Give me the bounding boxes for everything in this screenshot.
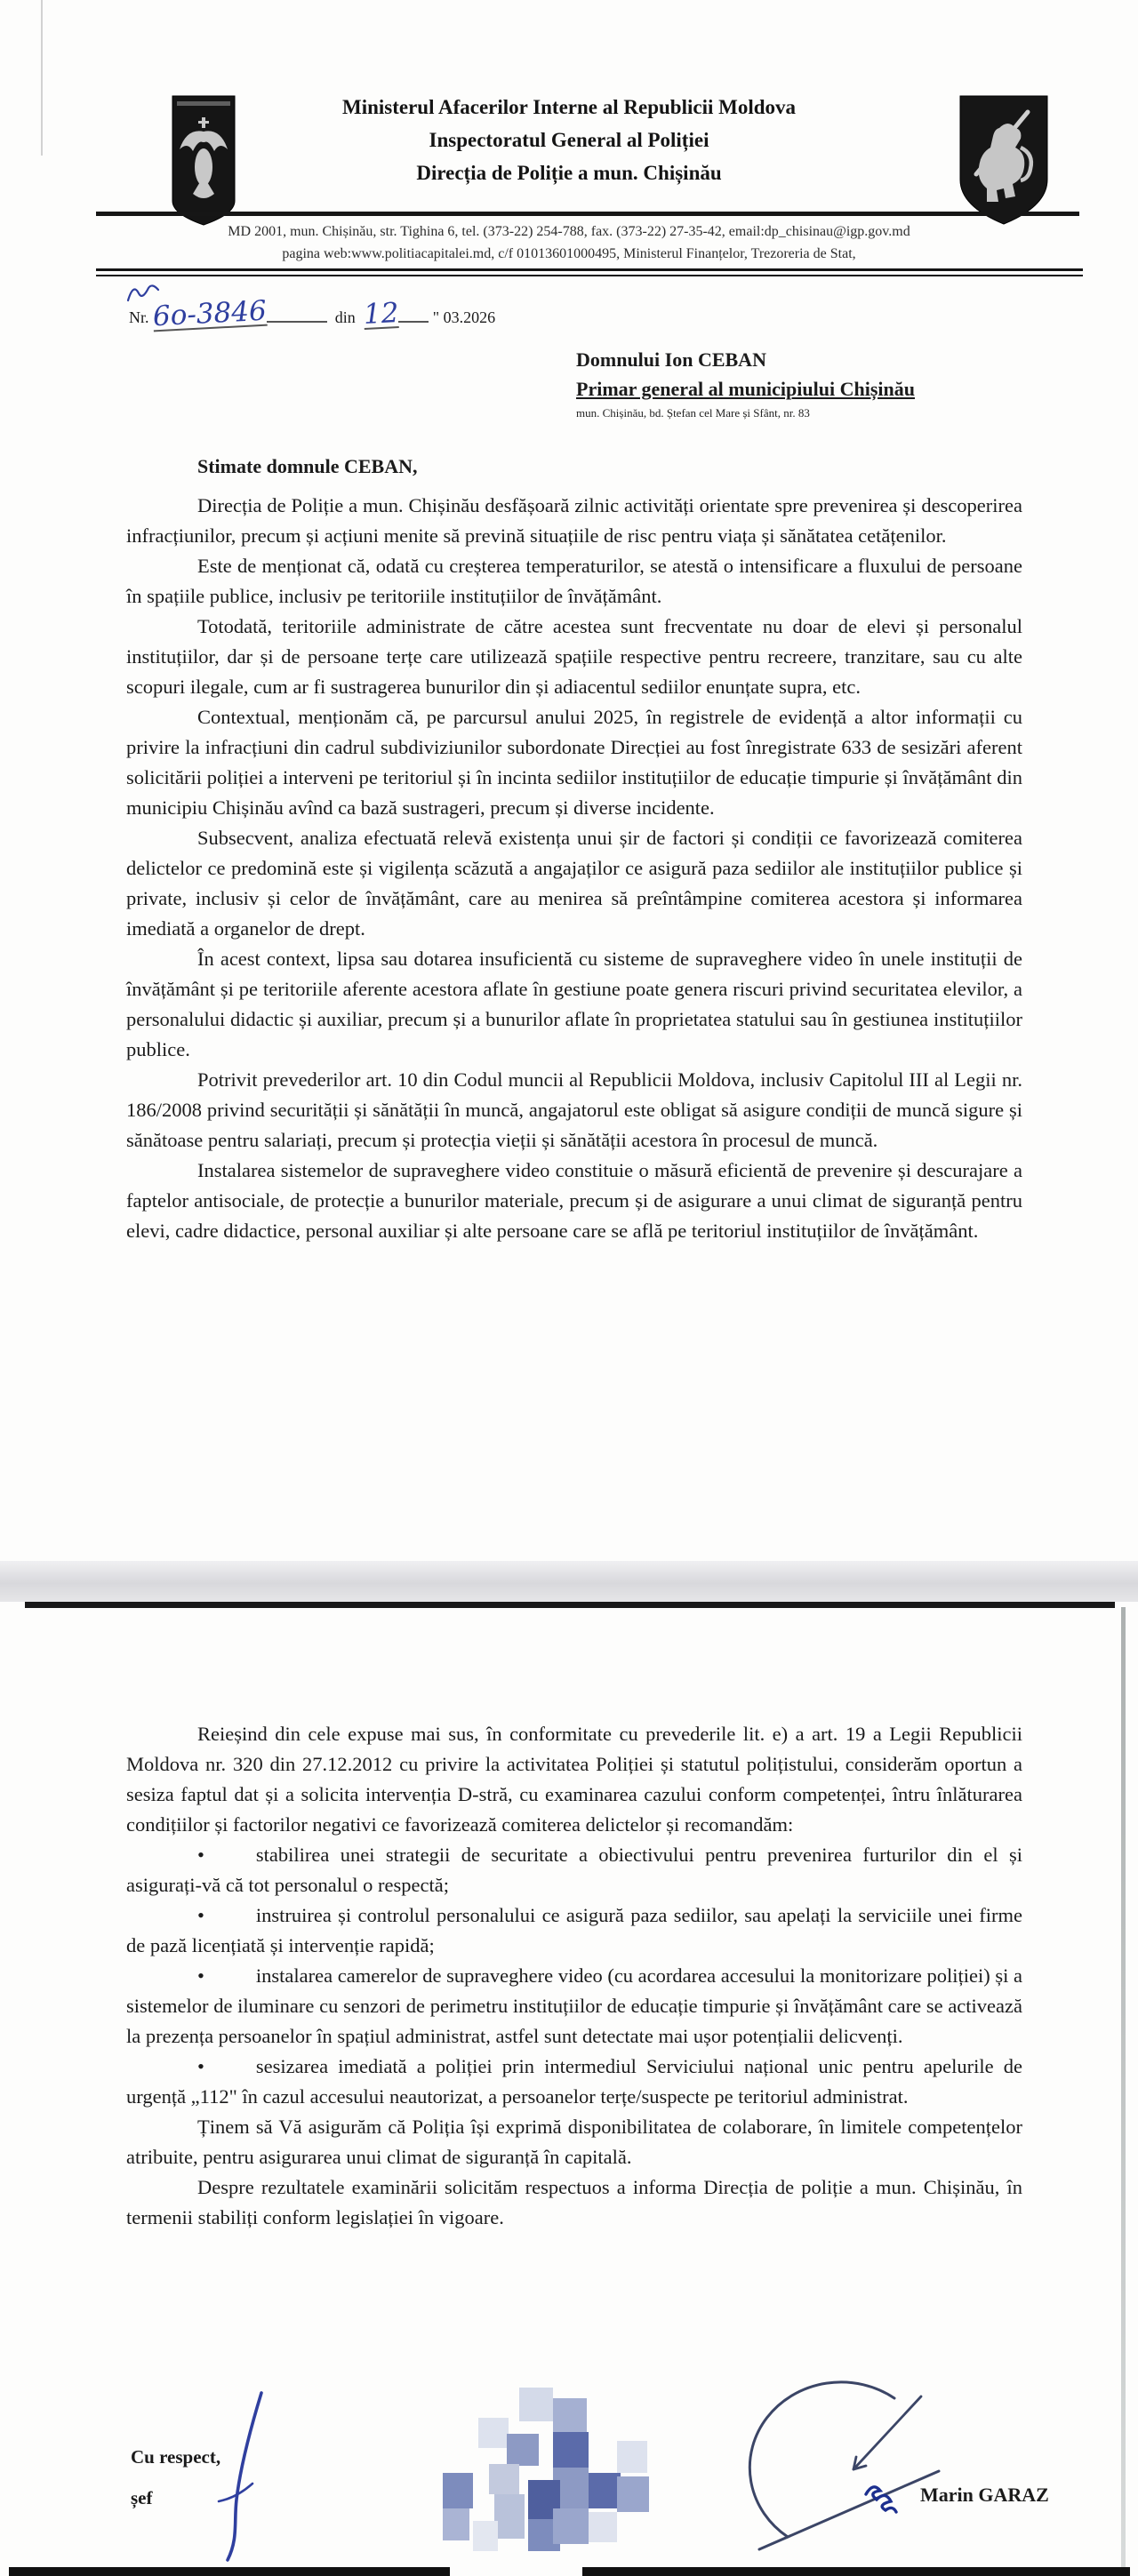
paragraph-9: Reieșind din cele expuse mai sus, în conformitate cu prevederile lit. e) a art. 19 a Legii Republicii Moldova nr. 320 din 27.12.2012 cu privire la activitatea Poliției și statutul polițistului, considerăm oportun a sesiza faptul dat și a solicita intervenția D-stră, cu examinarea cazului conform competenței, întru înlăturarea condițiilor și factorilor negativi ce favorizează comiterea delictelor și recomandăm: [126,1723,1022,1836]
din-label: din [334,308,356,326]
page-gap [0,1561,1138,1602]
bullet-text-2: instruirea și controlul personalului ce asigură paza sediilor, sau apelați la serviciile unei firme de pază licențiată și intervenție rapidă; [126,1904,1022,1956]
scan-bottom-bar-left [9,2567,450,2576]
contact-line-1: MD 2001, mun. Chișinău, str. Tighina 6, tel. (373-22) 254-788, fax. (373-22) 27-35-42, email:dp_chisinau@igp.gov.md [228,224,910,239]
date-suffix: " 03.2026 [432,308,496,326]
paragraph-6: În acest context, lipsa sau dotarea insuficientă cu sisteme de supraveghere video în unele instituții de învățământ și pe teritoriile aferente acestora aflate în gestiune poate genera riscuri privind securitatea elevilor, a personalului didactic și auxiliar, precum și a bunurilor aflate în proprietatea statului sau în gestiunea instituțiilor publice. [126,948,1022,1060]
signatory-name: Marin GARAZ [920,2484,1049,2506]
recipient-block [576,345,915,423]
blank-line [398,308,429,323]
salutation: Stimate domnule CEBAN, [197,455,418,477]
bullet-item-3 [126,1961,1022,2052]
paragraph-2: Este de menționat că, odată cu creșterea temperaturilor, se atestă o intensificare a fluxului de persoane în spațiile publice, inclusiv pe teritoriile instituțiilor de învățământ. [126,555,1022,607]
header-rule-top [96,212,1079,216]
bullet-dot: • [197,1904,204,1926]
bullet-item-4 [126,2052,1022,2112]
handwritten-day: 12 [362,296,400,332]
nr-label: Nr. [129,308,149,326]
paragraph-11: Despre rezultatele examinării solicităm respectuos a informa Direcția de poliție a mun. Chișinău, în termenii stabiliți conform legislației în vigoare. [126,2176,1022,2228]
handwritten-reference-number: 6o-3846 [152,294,268,333]
bullet-dot: • [197,1964,204,1987]
bullet-item-2 [126,1900,1022,1961]
bullet-text-4: sesizarea imediată a poliției prin intermediul Serviciului național unic pentru apelurile de urgență „112" în cazul accesului neautorizat, a persoanelor terțe/suspecte pe teritoriul administrat. [126,2055,1022,2108]
bullet-dot: • [197,2055,204,2077]
letterhead-contact [71,220,1067,265]
bullet-text-1: stabilirea unei strategii de securitate a obiectivului pentru prevenirea furturilor din el și asigurați-vă că tot personalul o respectă; [126,1844,1022,1896]
contact-line-2: pagina web:www.politiacapitalei.md, c/f 01013601000495, Ministerul Finanțelor, Trezoreria de Stat, [282,246,856,261]
paragraph-4: Contextual, menționăm că, pe parcursul anului 2025, în registrele de evidență a altor informații cu privire la infracțiuni din cadrul subdiviziunilor subordonate Direcției au fost înregistrate 633 de sesizări aferent solicitării poliției a interveni pe teritoriul și în incinta sediilor instituțiilor de educație timpurie și învățământ din municipiu Chișinău avînd ca bază sustrageri, precum și diverse incidente. [126,706,1022,819]
letterhead-line-2: Inspectoratul General al Poliției [429,129,709,151]
recipient-title: Primar general al municipiului Chișinău [576,378,915,400]
pen-circle-stamp [736,2372,958,2563]
scan-crease [41,0,43,156]
reference-number-line [129,294,496,333]
pixelated-stamp-mosaic [443,2388,713,2561]
bullet-dot: • [197,1844,204,1866]
page1-body [126,491,1022,1246]
paragraph-7: Potrivit prevederilor art. 10 din Codul muncii al Republicii Moldova, inclusiv Capitolul III al Legii nr. 186/2008 privind securității și sănătății în muncă, angajatorul este obligat să asigure condiții de muncă sigure și sănătoase pentru salariați, precum și protecția vieții și sănătății acestora în procesul de muncă. [126,1068,1022,1151]
blank-line [267,308,327,323]
scan-bottom-bar-right [582,2567,1130,2576]
paragraph-8: Instalarea sistemelor de supraveghere video constituie o măsură eficientă de prevenire și descurajare a faptelor antisociale, de protecție a bunurilor materiale, precum și de asigurare a unui climat de siguranță pentru elevi, cadre didactice, personal auxiliar și alte persoane care se află pe teritoriul instituțiilor de învățământ. [126,1159,1022,1242]
paragraph-1: Direcția de Poliție a mun. Chișinău desfășoară zilnic activități orientate spre prevenirea și descoperirea infracțiunilor, precum și acțiuni menite să prevină situațiile de risc pentru viața și sănătatea cetățenilor. [126,494,1022,547]
recipient-name: Domnului Ion CEBAN [576,348,766,371]
letterhead-line-1: Ministerul Afacerilor Interne al Republicii Moldova [342,96,796,118]
paragraph-10: Ținem să Vă asigurăm că Poliția își exprimă disponibilitatea de colaborare, în limitele competențelor atribuite, pentru asigurarea unui climat de siguranță în capitală. [126,2116,1022,2168]
scan-top-edge [25,1602,1115,1608]
recipient-address: mun. Chișinău, bd. Ștefan cel Mare și Sfânt, nr. 83 [576,406,810,420]
scan-right-edge [1121,1607,1126,2569]
pen-signature-stroke [206,2388,286,2570]
letterhead-title [249,91,889,189]
bullet-text-3: instalarea camerelor de supraveghere video (cu acordarea accesului la monitorizare poliției) și a sistemelor de iluminare cu senzori de perimetru instituțiilor de educație timpurie și învățământ care se activează la prezența persoanelor în spațiul administrat, astfel sunt detectate mai ușor potențialii delicvenți. [126,1964,1022,2047]
paragraph-3: Totodată, teritoriile administrate de către acestea sunt frecventate nu doar de elevi și personalul instituțiilor, dar și de persoane terțe care utilizează spațiile respective pentru recreere, tranzitare, sau cu alte scopuri ilegale, cum ar fi sustragerea bunurilor din și adiacentul sediilor enunțate supra, etc. [126,615,1022,698]
bullet-item-1 [126,1840,1022,1900]
letter-page-2 [0,1602,1138,2576]
header-rule-bottom [96,268,1083,276]
signature-respect: Cu respect, [131,2446,221,2468]
signature-title: șef [131,2487,153,2508]
page2-body [126,1719,1022,2233]
paragraph-5: Subsecvent, analiza efectuată relevă existența unui șir de factori și condiții ce favorizează comiterea delictelor ce predomină este și vigilența scăzută a angajaților ce asigură paza sediilor ale instituțiilor publice și private, inclusiv și celor de învățământ, care au menirea să preîntâmpine comiterea acestora și informarea imediată a organelor de drept. [126,827,1022,940]
letterhead-line-3: Direcția de Poliție a mun. Chișinău [416,162,722,184]
